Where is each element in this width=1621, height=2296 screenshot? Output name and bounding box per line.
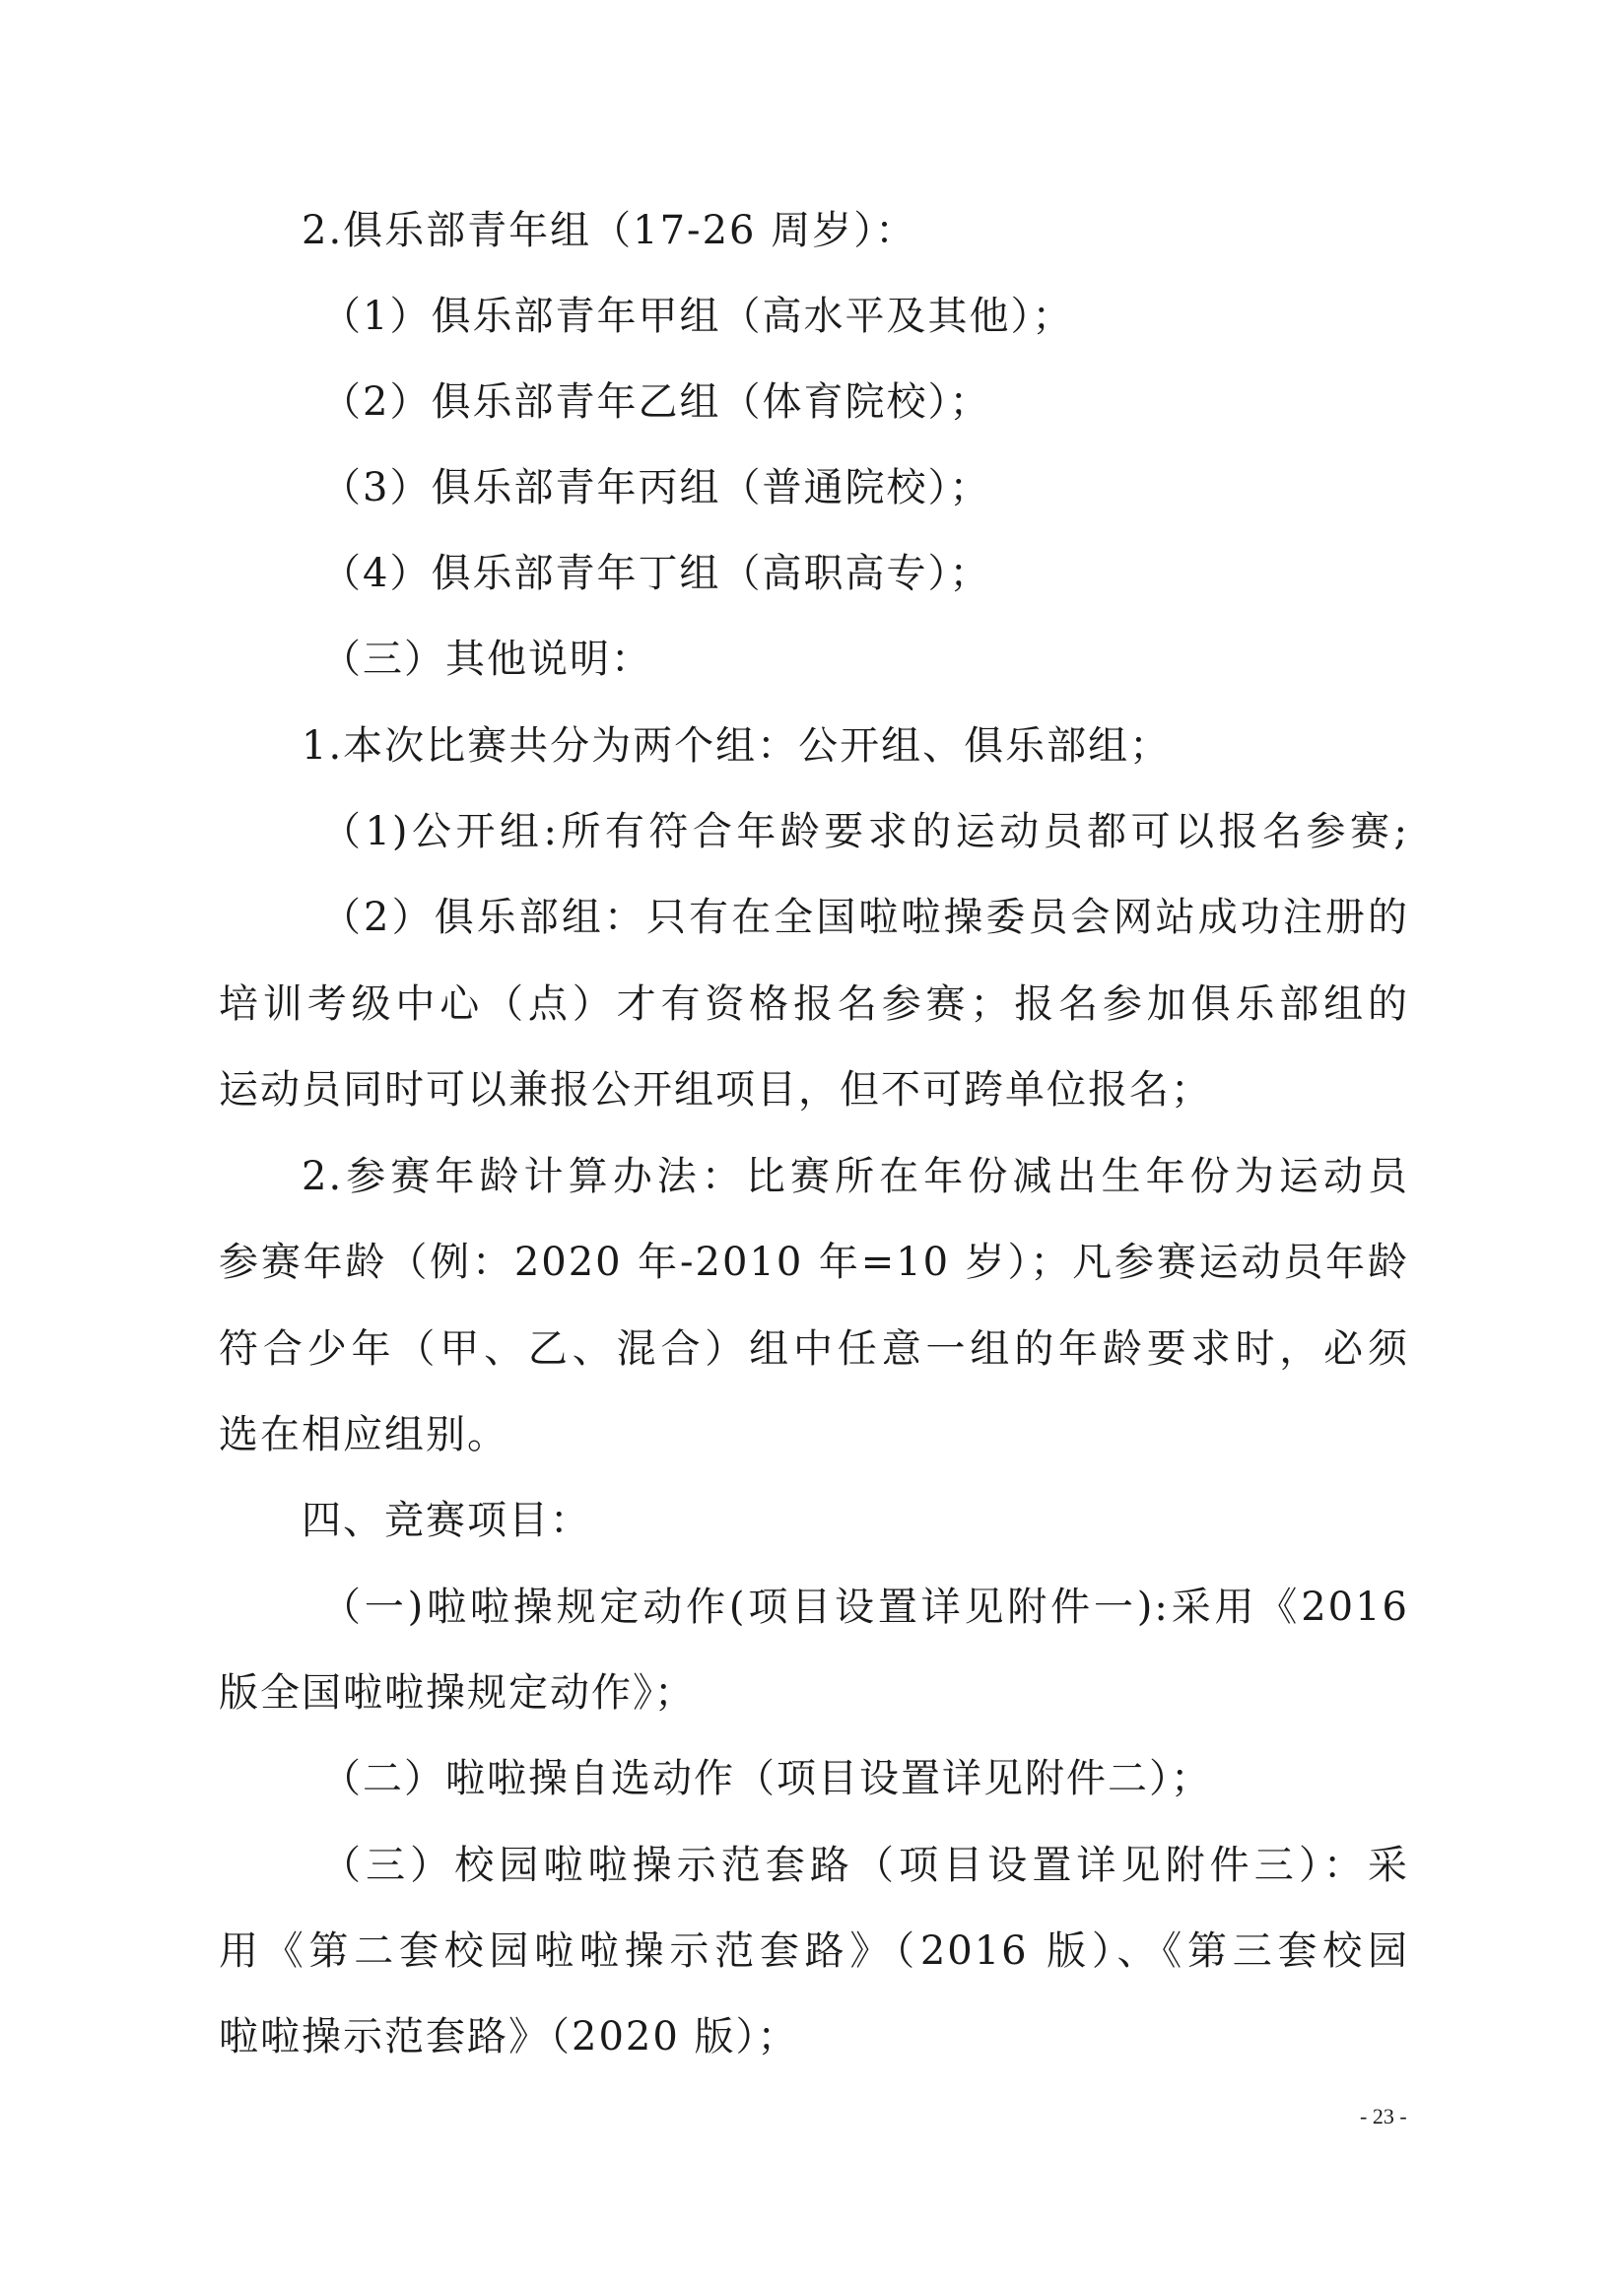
- text-line-2: （1）俱乐部青年甲组（高水平及其他）；: [321, 294, 1074, 339]
- text-line-1: 2.俱乐部青年组（17-26 周岁）：: [302, 208, 917, 253]
- text-line-9: （2）俱乐部组：只有在全国啦啦操委员会网站成功注册的: [321, 895, 1409, 940]
- text-line-10: 培训考级中心（点）才有资格报名参赛；报名参加俱乐部组的: [219, 981, 1409, 1027]
- text-line-17: （一)啦啦操规定动作(项目设置详见附件一):采用《2016: [321, 1585, 1409, 1630]
- text-line-3: （2）俱乐部青年乙组（体育院校）；: [321, 379, 991, 425]
- text-line-22: 啦啦操示范套路》（2020 版）；: [219, 2014, 799, 2060]
- text-line-16: 四、竞赛项目：: [302, 1498, 591, 1543]
- text-line-7: 1.本次比赛共分为两个组：公开组、俱乐部组；: [302, 723, 1172, 769]
- text-line-12: 2.参赛年龄计算办法：比赛所在年份减出生年份为运动员: [302, 1154, 1409, 1199]
- text-line-13: 参赛年龄（例：2020 年-2010 年=10 岁）；凡参赛运动员年龄: [219, 1240, 1409, 1285]
- text-line-15: 选在相应组别。: [219, 1412, 508, 1457]
- text-line-5: （4）俱乐部青年丁组（高职高专）；: [321, 551, 991, 596]
- text-line-19: （二）啦啦操自选动作（项目设置详见附件二）；: [321, 1756, 1212, 1801]
- text-line-18: 版全国啦啦操规定动作》；: [219, 1670, 696, 1716]
- text-line-14: 符合少年（甲、乙、混合）组中任意一组的年龄要求时，必须: [219, 1326, 1409, 1372]
- page-number: - 23 -: [1360, 2104, 1407, 2128]
- text-line-4: （3）俱乐部青年丙组（普通院校）；: [321, 465, 991, 510]
- text-line-8: （1)公开组:所有符合年龄要求的运动员都可以报名参赛;: [321, 809, 1409, 854]
- text-line-11: 运动员同时可以兼报公开组项目，但不可跨单位报名；: [219, 1067, 1212, 1113]
- text-line-6: （三）其他说明：: [321, 637, 652, 682]
- text-line-20: （三）校园啦啦操示范套路（项目设置详见附件三）：采: [321, 1843, 1409, 1888]
- text-line-21: 用《第二套校园啦啦操示范套路》（2016 版）、《第三套校园: [219, 1928, 1409, 1974]
